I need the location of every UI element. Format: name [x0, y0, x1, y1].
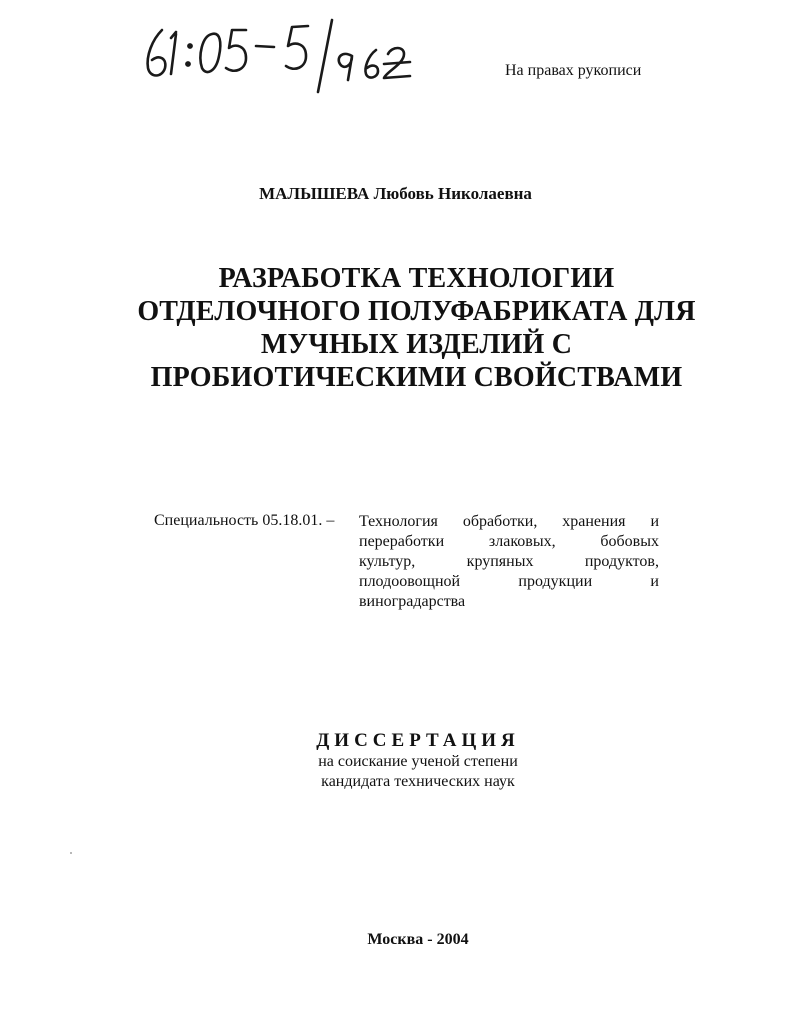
specialty-line	[359, 532, 659, 552]
specialty-word: крупяных	[466, 553, 534, 570]
specialty-word: виноградарства	[359, 593, 466, 610]
specialty-word: хранения	[562, 513, 626, 530]
thesis-title	[100, 262, 733, 394]
degree-purpose	[0, 752, 791, 792]
specialty-line	[359, 572, 659, 592]
title-line: ПРОБИОТИЧЕСКИМИ СВОЙСТВАМИ	[150, 362, 683, 393]
specialty-code: 05.18.01.	[262, 512, 323, 529]
year: 2004	[436, 931, 469, 948]
document-type: ДИССЕРТАЦИЯ	[316, 730, 520, 751]
specialty-word: бобовых	[600, 533, 659, 550]
specialty-word: обработки,	[462, 513, 538, 530]
specialty-word: продуктов,	[584, 553, 659, 570]
separator: -	[427, 931, 433, 948]
specialty-word: переработки	[359, 533, 445, 550]
title-line: РАЗРАБОТКА ТЕХНОЛОГИИ	[218, 263, 615, 294]
specialty-dash: –	[326, 512, 335, 529]
specialty-line	[359, 592, 659, 612]
specialty-label	[154, 512, 334, 530]
degree-line: на соискание ученой степени	[318, 753, 518, 770]
specialty-line	[359, 552, 659, 572]
specialty-label-text: Специальность	[154, 512, 259, 529]
rights-note: На правах рукописи	[505, 62, 642, 79]
specialty-word: культур,	[359, 553, 416, 570]
place-and-year	[0, 931, 791, 949]
specialty-line	[359, 512, 659, 532]
scan-speck	[70, 852, 72, 854]
author-given-names: Любовь Николаевна	[373, 184, 532, 203]
title-line: МУЧНЫХ ИЗДЕЛИЙ С	[260, 329, 573, 360]
city: Москва	[367, 931, 424, 948]
specialty-word: злаковых,	[488, 533, 556, 550]
specialty-word: и	[650, 573, 659, 590]
specialty-description	[359, 512, 659, 612]
specialty-word: продукции	[518, 573, 593, 590]
specialty-word: Технология	[359, 513, 438, 530]
author-name	[0, 184, 791, 204]
handwritten-archive-number	[140, 16, 480, 96]
specialty-word: и	[650, 513, 659, 530]
title-line: ОТДЕЛОЧНОГО ПОЛУФАБРИКАТА ДЛЯ	[137, 296, 696, 327]
author-surname: МАЛЫШЕВА	[259, 184, 370, 203]
degree-line: кандидата технических наук	[321, 773, 515, 790]
specialty-word: плодоовощной	[359, 573, 461, 590]
